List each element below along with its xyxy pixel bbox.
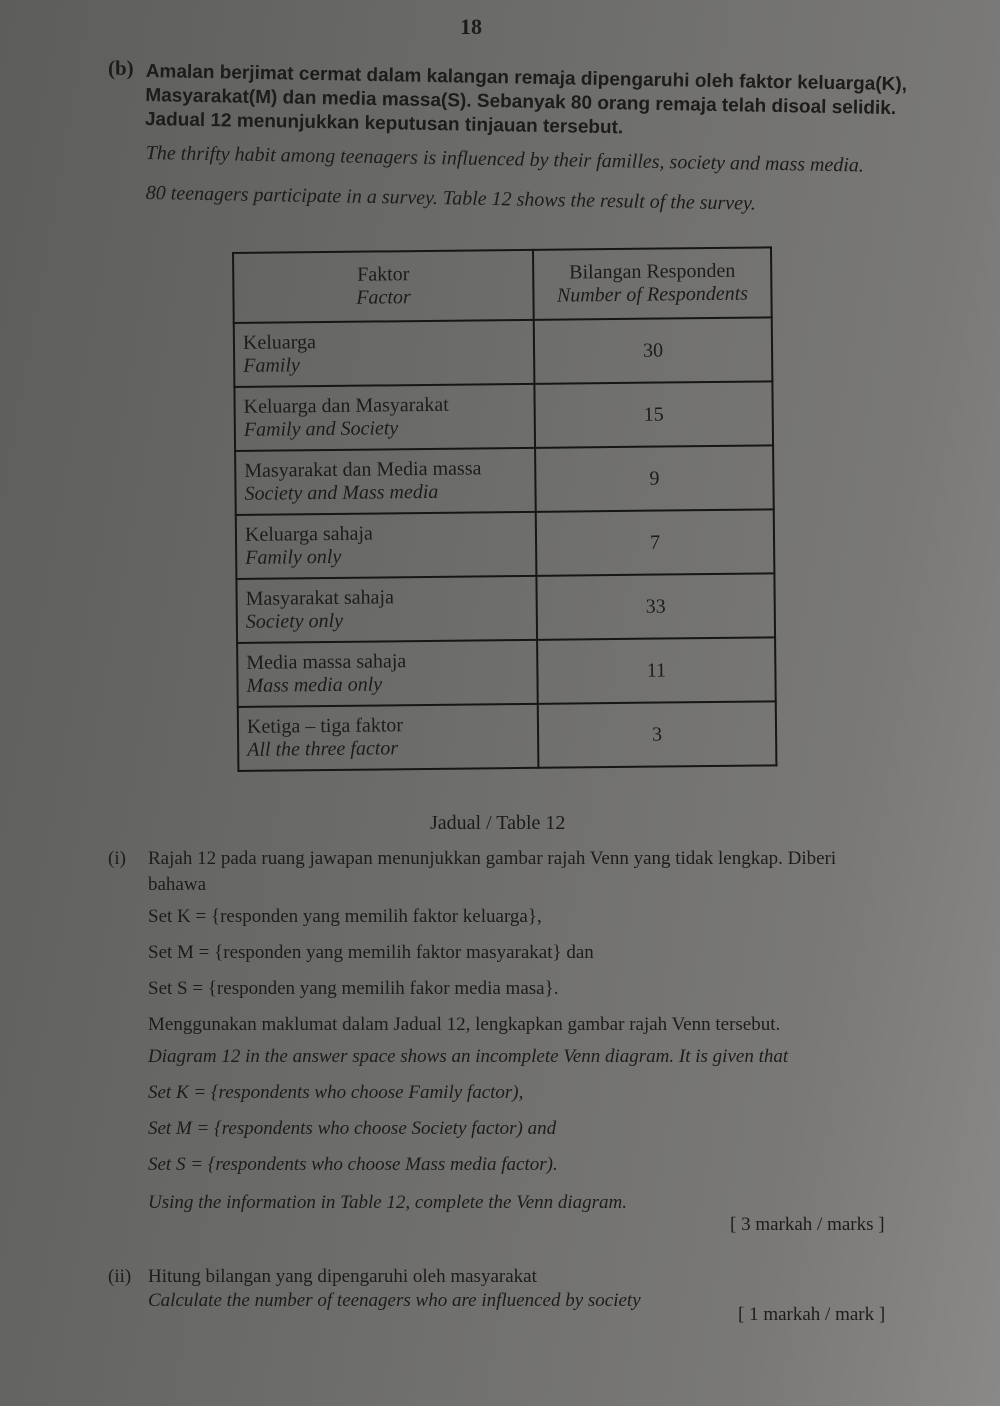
factor-ms: Keluarga xyxy=(242,331,317,354)
given-english: Diagram 12 in the answer space shows an incomplete Venn diagram. It is given that xyxy=(148,1046,789,1067)
intro-malay: Amalan berjimat cermat dalam kalangan remaja dipengaruhi oleh faktor keluarga(K), Masyarakat(M) dan media massa(S). Sebanyak 80 orang remaja telah disoal selidik. Jadual 12 menunjukkan keputusan tinjauan tersebut. xyxy=(144,60,908,139)
count: 15 xyxy=(534,381,773,447)
factor-en: Society and Mass media xyxy=(244,480,439,505)
survey-table xyxy=(232,246,777,772)
instruction-english: Using the information in Table 12, complete the Venn diagram. xyxy=(148,1192,628,1213)
q1-marks: [ 3 markah / marks ] xyxy=(730,1214,885,1235)
q2-marks: [ 1 markah / mark ] xyxy=(738,1304,886,1325)
header-factor-en: Factor xyxy=(356,286,411,309)
factor-en: Family only xyxy=(245,545,342,569)
set-k-malay: Set K = {responden yang memilih faktor keluarga}, xyxy=(148,906,542,927)
count: 3 xyxy=(538,701,777,767)
instruction-malay: Menggunakan maklumat dalam Jadual 12, lengkapkan gambar rajah Venn tersebut. xyxy=(148,1014,781,1035)
set-m-malay: Set M = {responden yang memilih faktor masyarakat} dan xyxy=(148,942,594,963)
count: 33 xyxy=(536,573,775,639)
table-row xyxy=(236,509,775,579)
table-row xyxy=(238,701,777,771)
q1-label: (i) xyxy=(108,848,126,869)
header-factor xyxy=(233,250,534,323)
table-caption: Jadual / Table 12 xyxy=(430,812,566,834)
header-count-ms: Bilangan Responden xyxy=(569,259,736,284)
factor-en: All the three factor xyxy=(247,737,399,761)
set-m-english: Set M = {respondents who choose Society factor) and xyxy=(148,1118,557,1139)
page-number: 18 xyxy=(460,14,482,39)
factor-ms: Keluarga sahaja xyxy=(244,522,373,546)
q1-line1: Rajah 12 pada ruang jawapan menunjukkan gambar rajah Venn yang tidak lengkap. Diberi xyxy=(148,848,837,869)
table-row xyxy=(235,445,774,515)
table-row xyxy=(237,637,776,707)
header-count-en: Number of Respondents xyxy=(556,282,749,307)
header-factor-ms: Faktor xyxy=(357,263,410,286)
factor-en: Family xyxy=(243,354,300,377)
table-header xyxy=(233,247,772,323)
intro-english-2: 80 teenagers participate in a survey. Table 12 shows the result of the survey. xyxy=(145,181,757,215)
count: 30 xyxy=(534,317,773,383)
count: 7 xyxy=(536,509,775,575)
factor-en: Mass media only xyxy=(246,673,383,697)
count: 9 xyxy=(535,445,774,511)
q2-label: (ii) xyxy=(108,1266,132,1287)
factor-ms: Masyarakat dan Media massa xyxy=(244,457,482,482)
factor-ms: Masyarakat sahaja xyxy=(245,586,395,610)
set-k-english: Set K = {respondents who choose Family factor), xyxy=(148,1082,524,1103)
factor-ms: Ketiga – tiga faktor xyxy=(246,714,404,738)
table-row xyxy=(234,381,773,451)
set-s-malay: Set S = {responden yang memilih fakor media masa}. xyxy=(148,978,559,999)
table-row xyxy=(236,573,775,643)
q1-line2: bahawa xyxy=(148,874,207,895)
factor-en: Family and Society xyxy=(243,417,399,441)
header-count xyxy=(533,247,772,319)
set-s-english: Set S = {respondents who choose Mass media factor). xyxy=(148,1154,558,1175)
q2-english: Calculate the number of teenagers who are influenced by society xyxy=(148,1290,641,1311)
factor-ms: Keluarga dan Masyarakat xyxy=(243,393,449,418)
factor-en: Society only xyxy=(245,609,344,633)
table-row xyxy=(234,317,773,387)
q2-malay: Hitung bilangan yang dipengaruhi oleh masyarakat xyxy=(148,1266,537,1287)
factor-ms: Media massa sahaja xyxy=(246,650,407,674)
part-label: (b) xyxy=(108,56,134,80)
intro-english-1: The thrifty habit among teenagers is influenced by their familles, society and mass media. xyxy=(145,141,865,177)
count: 11 xyxy=(537,637,776,703)
